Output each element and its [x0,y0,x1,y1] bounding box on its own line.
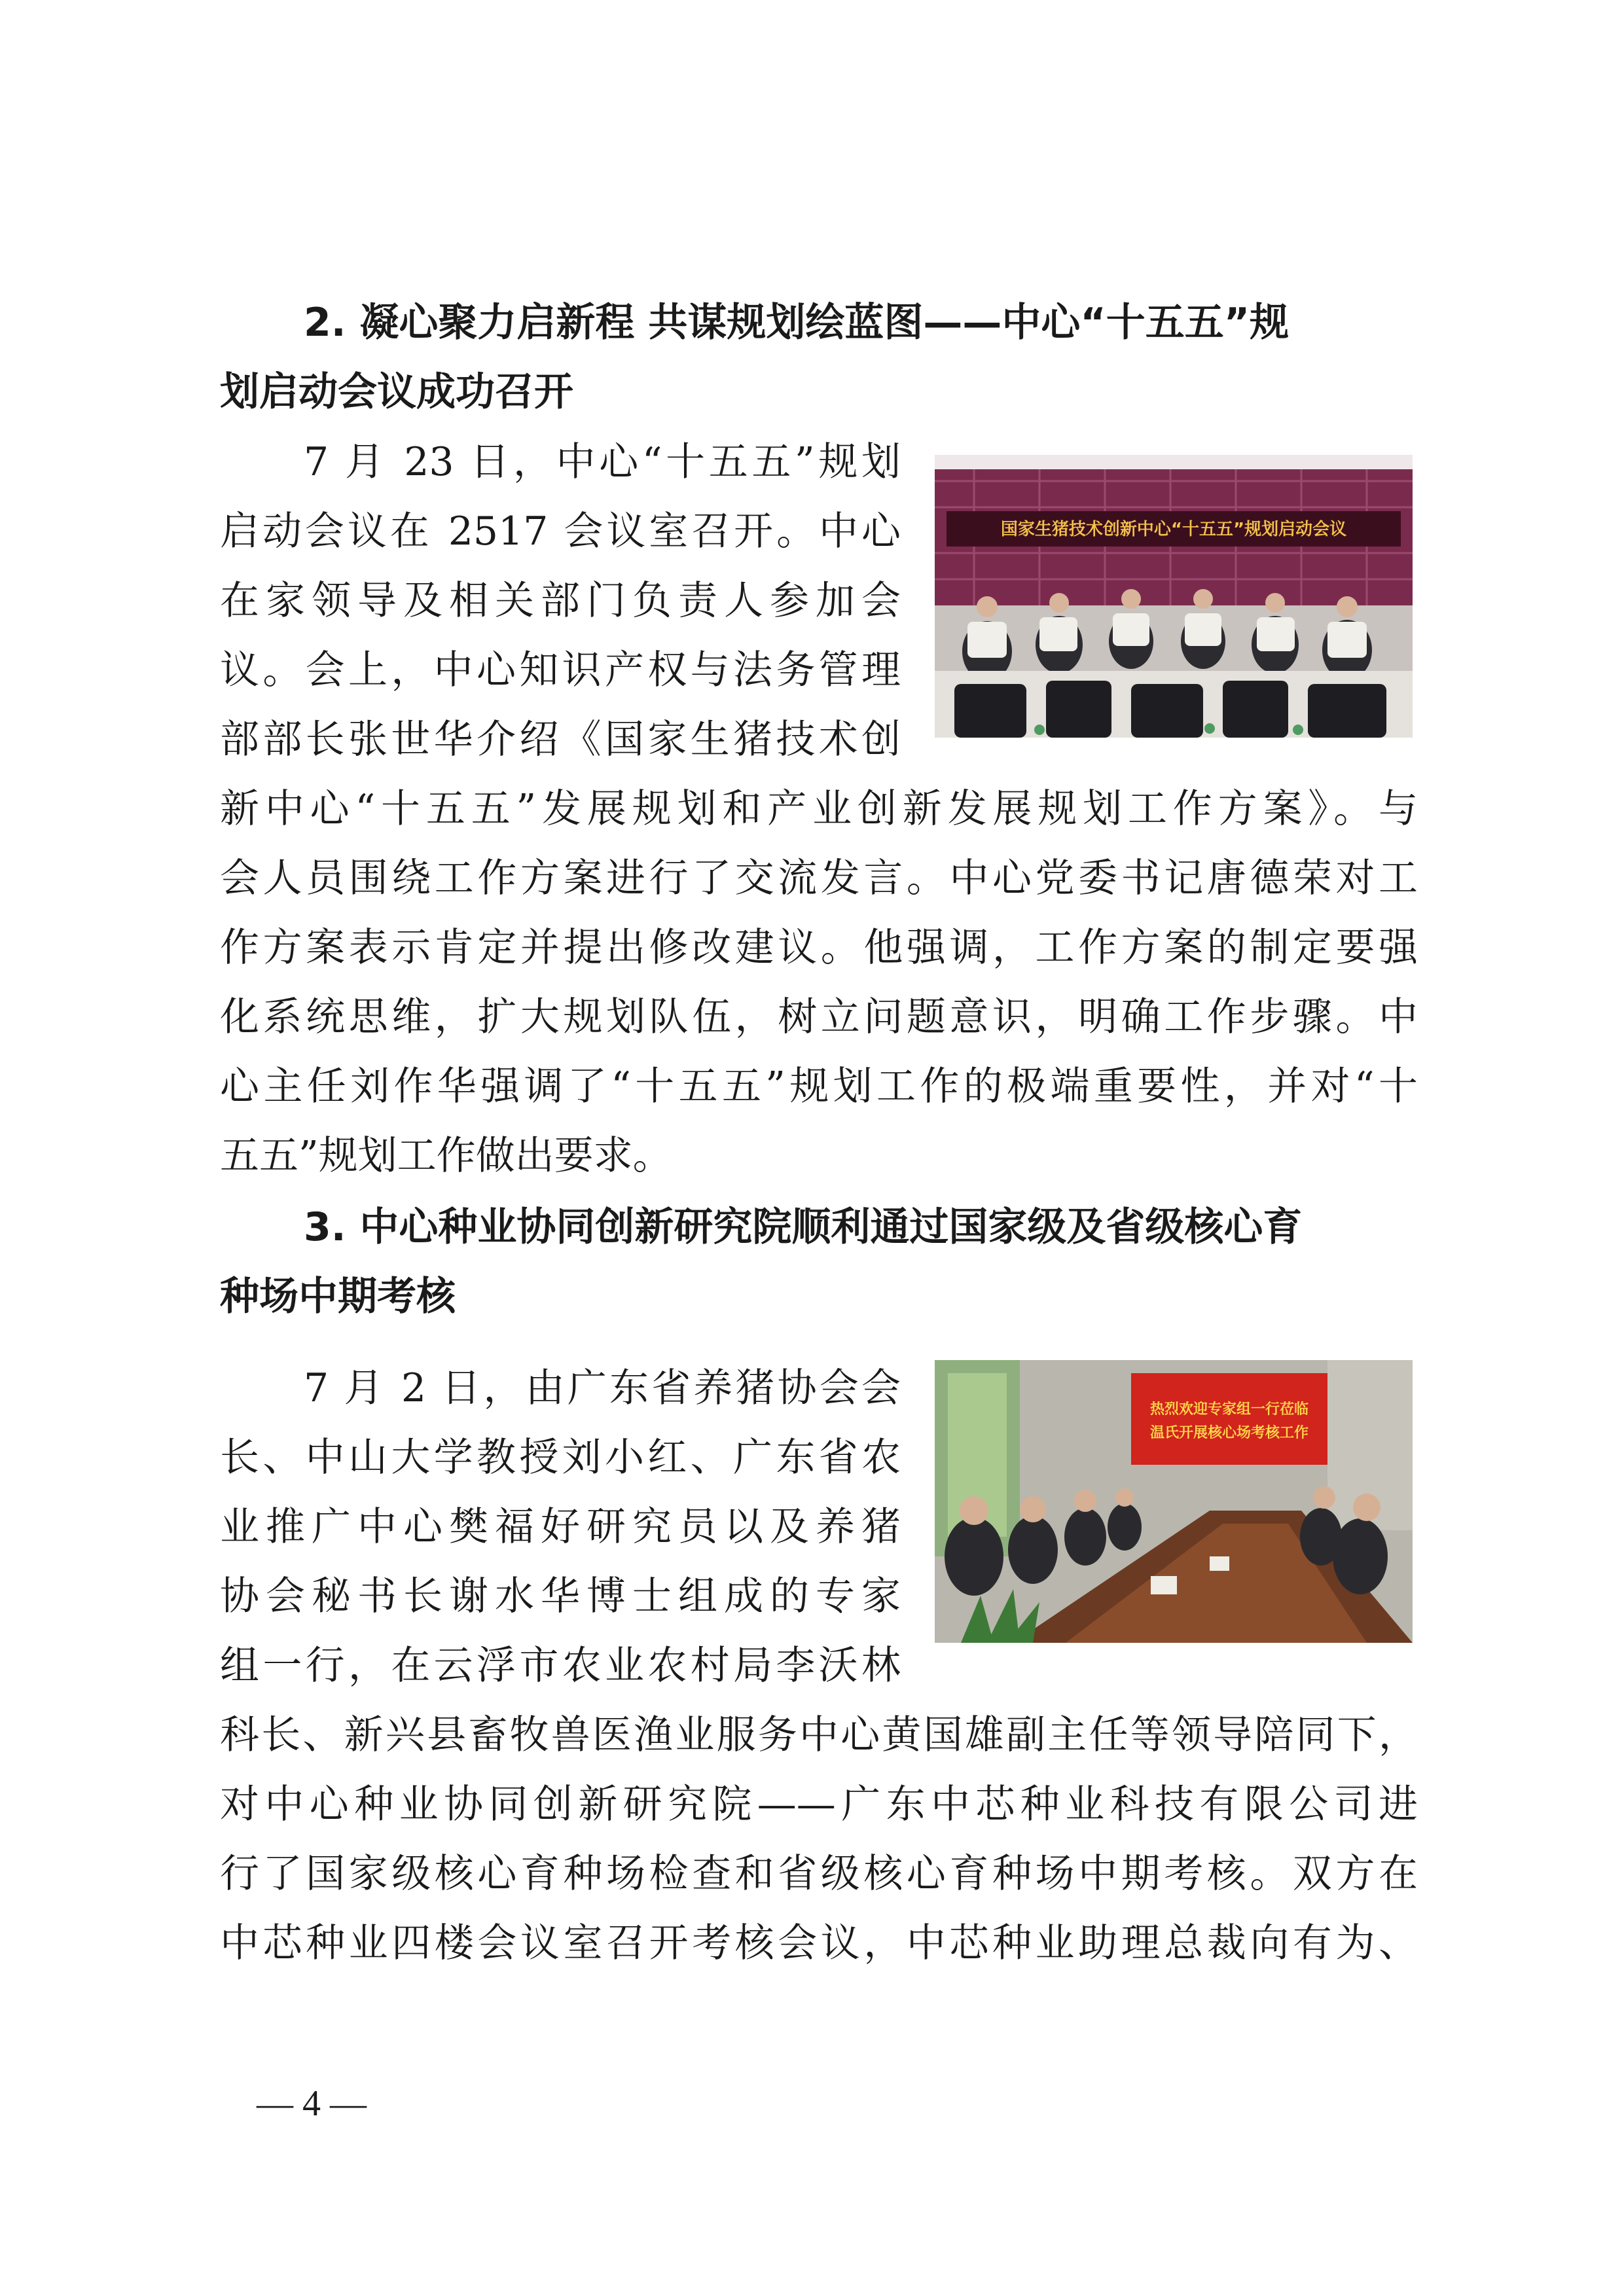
section-2-heading-line-1: 2. 凝心聚力启新程 共谋规划绘蓝图——中心“十五五”规 [304,300,1290,346]
meeting-photo-planning-launch [935,455,1413,738]
section-3-heading-line-1: 3. 中心种业协同创新研究院顺利通过国家级及省级核心育 [304,1204,1303,1250]
meeting-photo-assessment [935,1360,1413,1643]
section-2-line: 7 月 23 日，中心“十五五”规划 [304,439,901,485]
section-2-line: 启动会议在 2517 会议室召开。中心 [220,509,901,554]
section-2-line: 在家领导及相关部门负责人参加会 [220,578,901,624]
section-2-line: 心主任刘作华强调了“十五五”规划工作的极端重要性，并对“十 [220,1064,1418,1109]
section-3-line: 行了国家级核心育种场检查和省级核心育种场中期考核。双方在 [220,1851,1418,1897]
section-2-line: 议。会上，中心知识产权与法务管理 [220,647,901,693]
section-3-line: 对中心种业协同创新研究院——广东中芯种业科技有限公司进 [220,1782,1418,1827]
section-3-line: 7 月 2 日，由广东省养猪协会会 [304,1365,901,1411]
section-3-line: 业推广中心樊福好研究员以及养猪 [220,1504,901,1550]
section-3-line: 协会秘书长谢水华博士组成的专家 [220,1573,901,1619]
section-3-line: 组一行，在云浮市农业农村局李沃林 [220,1643,901,1689]
section-2-line: 作方案表示肯定并提出修改建议。他强调，工作方案的制定要强 [220,925,1418,971]
section-2-heading-line-2: 划启动会议成功召开 [220,369,573,415]
photo-banner-text-1: 热烈欢迎专家组一行莅临 [1149,1401,1309,1418]
section-3-heading-line-2: 种场中期考核 [220,1274,456,1319]
section-3-line: 长、中山大学教授刘小红、广东省农 [220,1435,901,1480]
section-3-line: 中芯种业四楼会议室召开考核会议，中芯种业助理总裁向有为、 [220,1920,1418,1966]
section-2-line: 化系统思维，扩大规划队伍，树立问题意识，明确工作步骤。中 [220,994,1418,1040]
section-2-line: 新中心“十五五”发展规划和产业创新发展规划工作方案》。与 [220,786,1418,832]
photo-banner-text: 国家生猪技术创新中心“十五五”规划启动会议 [1000,520,1347,539]
section-3-line: 科长、新兴县畜牧兽医渔业服务中心黄国雄副主任等领导陪同下， [220,1712,1418,1758]
section-2-heading [220,288,1418,427]
photo-banner-text-2: 温氏开展核心场考核工作 [1149,1425,1309,1441]
section-2-line: 会人员围绕工作方案进行了交流发言。中心党委书记唐德荣对工 [220,855,1418,901]
section-2-line: 部部长张世华介绍《国家生猪技术创 [220,717,901,762]
section-3-heading [220,1193,1418,1331]
section-2-line: 五五”规划工作做出要求。 [220,1133,672,1179]
page-number: — 4 — [257,2083,367,2124]
